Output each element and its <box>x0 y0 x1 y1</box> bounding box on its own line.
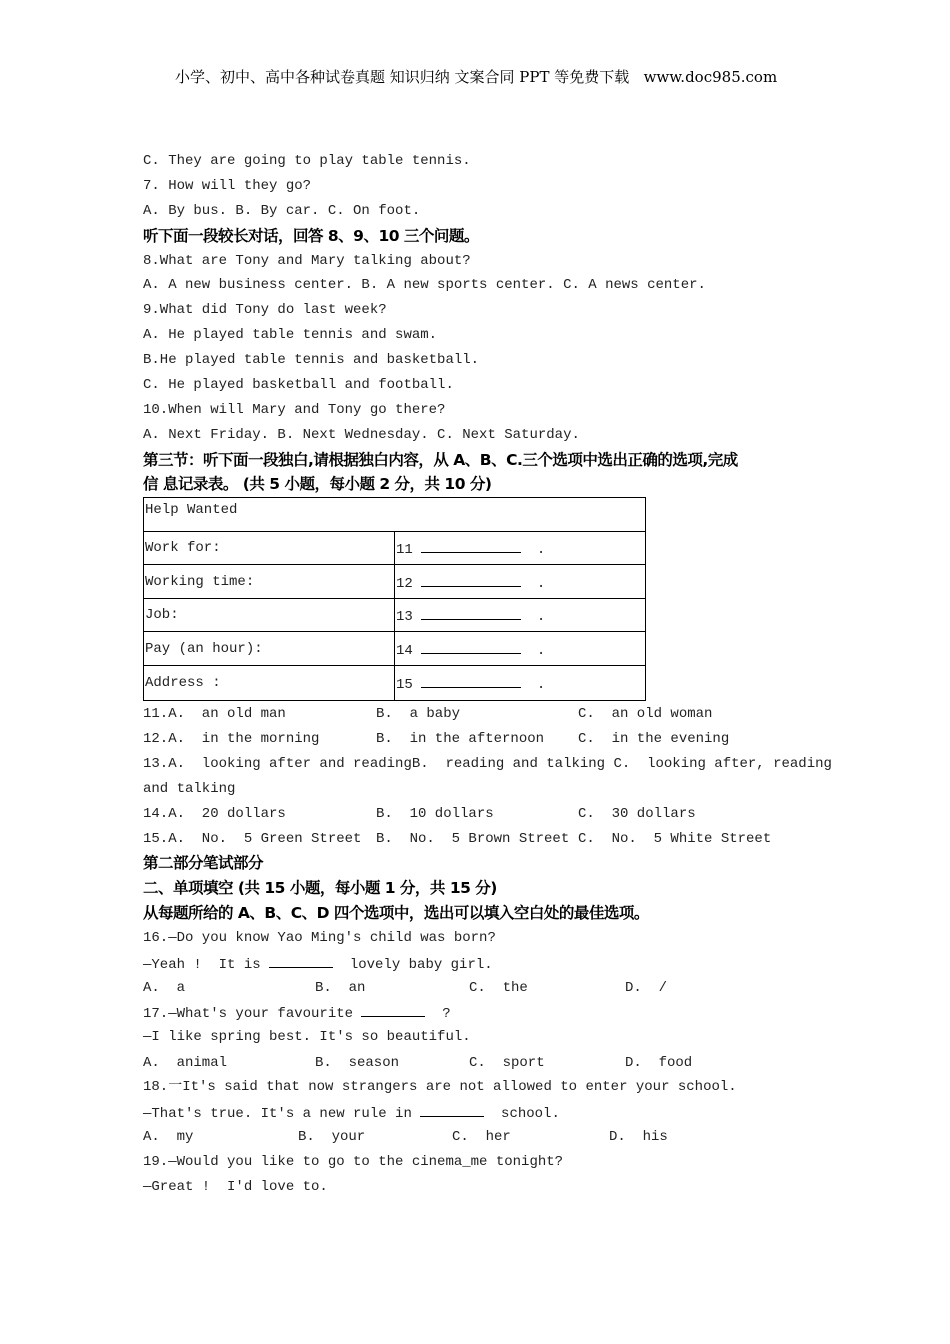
single-choice-heading: 二、单项填空 (共 15 小题，每小题 1 分，共 15 分) <box>143 879 497 897</box>
q16-option-b: B. an <box>315 980 366 996</box>
section-long-dialogue: 听下面一段较长对话，回答 8、9、10 三个问题。 <box>143 227 479 245</box>
q9-option-c: C. He played basketball and football. <box>143 377 454 393</box>
q12-option-a: 12.A. in the morning <box>143 731 320 747</box>
q13-options: 13.A. looking after and readingB. reading and talking C. looking after, reading <box>143 756 832 772</box>
q18-option-d: D. his <box>609 1129 668 1145</box>
q14-option-a: 14.A. 20 dollars <box>143 806 286 822</box>
q6-option-c: C. They are going to play table tennis. <box>143 153 471 169</box>
table-answer-cell: 15 . <box>395 666 646 701</box>
answer-blank <box>269 953 333 968</box>
table-answer-cell: 14 . <box>395 632 646 666</box>
q9-question: 9.What did Tony do last week? <box>143 302 387 318</box>
q19-question: 19.—Would you like to go to the cinema_me tonight? <box>143 1154 564 1170</box>
q12-option-b: B. in the afternoon <box>376 731 545 747</box>
q14-option-c: C. 30 dollars <box>578 806 696 822</box>
q16-reply: —Yeah ! It is lovely baby girl. <box>143 953 493 975</box>
q13-options-cont: and talking <box>143 781 236 797</box>
q16-question: 16.—Do you know Yao Ming's child was born? <box>143 930 496 946</box>
q16-option-a: A. a <box>143 980 186 996</box>
q8-options: A. A new business center. B. A new sports center. C. A news center. <box>143 277 706 293</box>
q17-question: 17.—What's your favourite ? <box>143 1002 451 1024</box>
q15-option-b: B. No. 5 Brown Street <box>376 831 570 847</box>
q15-option-a: 15.A. No. 5 Green Street <box>143 831 362 847</box>
q15-option-c: C. No. 5 White Street <box>578 831 772 847</box>
table-answer-cell: 12 . <box>395 565 646 599</box>
table-label: Work for: <box>144 532 395 565</box>
table-answer-cell: 11 . <box>395 532 646 565</box>
q16-option-c: C. the <box>469 980 528 996</box>
q17-option-c: C. sport <box>469 1055 545 1071</box>
q18-option-b: B. your <box>298 1129 366 1145</box>
table-label: Pay (an hour): <box>144 632 395 666</box>
q10-question: 10.When will Mary and Tony go there? <box>143 402 446 418</box>
q9-option-a: A. He played table tennis and swam. <box>143 327 438 343</box>
q14-option-b: B. 10 dollars <box>376 806 494 822</box>
q9-option-b: B.He played table tennis and basketball. <box>143 352 480 368</box>
help-wanted-table <box>143 497 646 701</box>
q11-option-c: C. an old woman <box>578 706 713 722</box>
q17-option-d: D. food <box>625 1055 693 1071</box>
table-label: Working time: <box>144 565 395 599</box>
q10-options: A. Next Friday. B. Next Wednesday. C. Next Saturday. <box>143 427 580 443</box>
single-choice-instructions: 从每题所给的 A、B、C、D 四个选项中，选出可以填入空白处的最佳选项。 <box>143 904 649 922</box>
q18-option-a: A. my <box>143 1129 194 1145</box>
q7-options: A. By bus. B. By car. C. On foot. <box>143 203 421 219</box>
q17-reply: —I like spring best. It's so beautiful. <box>143 1029 471 1045</box>
section3-heading: 第三节：听下面一段独白,请根据独白内容，从 A、B、C.三个选项中选出正确的选项,完成 <box>143 451 738 469</box>
page-header: 小学、初中、高中各种试卷真题 知识归纳 文案合同 PPT 等免费下载 www.doc985.com <box>175 68 778 86</box>
q8-question: 8.What are Tony and Mary talking about? <box>143 253 471 269</box>
q16-option-d: D. / <box>625 980 668 996</box>
table-label: Job: <box>144 599 395 632</box>
section3-heading-cont: 信 息记录表。 (共 5 小题，每小题 2 分，共 10 分) <box>143 475 492 493</box>
q12-option-c: C. in the evening <box>578 731 730 747</box>
q11-option-b: B. a baby <box>376 706 461 722</box>
answer-blank <box>361 1002 425 1017</box>
q19-reply: —Great ! I'd love to. <box>143 1179 328 1195</box>
table-label: Address : <box>144 666 395 701</box>
q11-option-a: 11.A. an old man <box>143 706 286 722</box>
q18-option-c: C. her <box>452 1129 511 1145</box>
q7-question: 7. How will they go? <box>143 178 312 194</box>
q18-question: 18.一It's said that now strangers are not allowed to enter your school. <box>143 1079 737 1095</box>
q17-option-b: B. season <box>315 1055 400 1071</box>
table-answer-cell: 13 . <box>395 599 646 632</box>
q17-option-a: A. animal <box>143 1055 228 1071</box>
table-title: Help Wanted <box>144 498 646 532</box>
q18-reply: —That's true. It's a new rule in school. <box>143 1102 560 1124</box>
part2-heading: 第二部分笔试部分 <box>143 854 264 872</box>
answer-blank <box>420 1102 484 1117</box>
